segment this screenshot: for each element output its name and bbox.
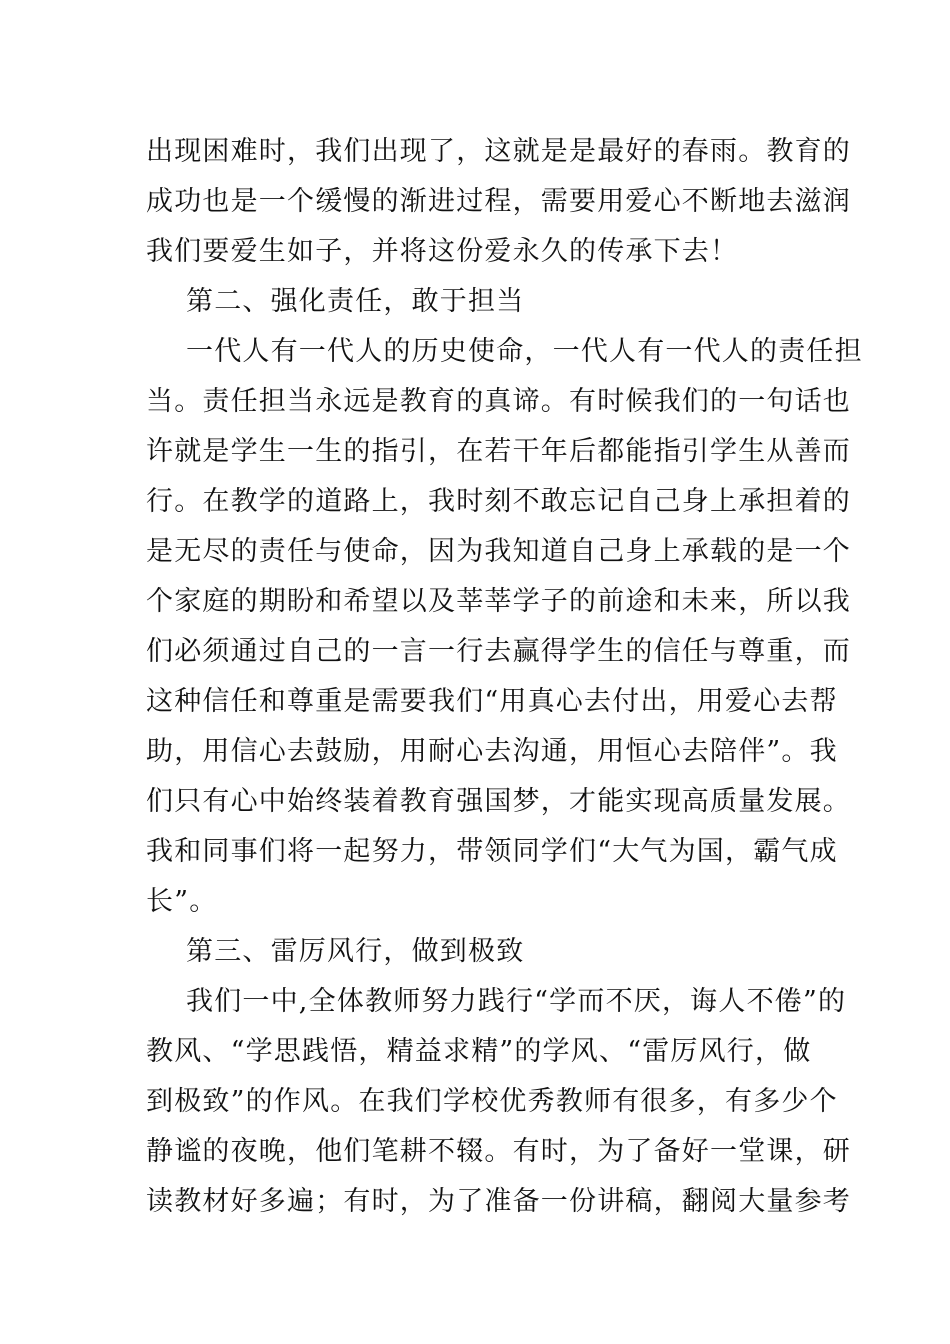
text-line: 一代人有一代人的历史使命，一代人有一代人的责任担 — [186, 336, 863, 367]
text-line: 成功也是一个缓慢的渐进过程，需要用爱心不断地去滋润 — [146, 186, 851, 217]
section-heading: 第二、强化责任，敢于担当 — [186, 286, 525, 317]
text-line: 许就是学生一生的指引，在若干年后都能指引学生从善而 — [146, 436, 851, 467]
text-line: 助，用信心去鼓励，用耐心去沟通，用恒心去陪伴”。我 — [146, 736, 838, 767]
text-line: 静谧的夜晚，他们笔耕不辍。有时，为了备好一堂课，研 — [146, 1136, 851, 1167]
text-line: 教风、“学思践悟，精益求精”的学风、“雷厉风行，做 — [146, 1036, 812, 1067]
text-line: 们必须通过自己的一言一行去赢得学生的信任与尊重，而 — [146, 636, 851, 667]
text-line: 当。责任担当永远是教育的真谛。有时候我们的一句话也 — [146, 386, 851, 417]
text-line: 是无尽的责任与使命，因为我知道自己身上承载的是一个 — [146, 536, 851, 567]
text-line: 我们要爱生如子，并将这份爱永久的传承下去！ — [146, 236, 739, 267]
text-line: 出现困难时，我们出现了，这就是是最好的春雨。教育的 — [146, 136, 851, 167]
text-line: 我们一中,全体教师努力践行“学而不厌，诲人不倦”的 — [186, 986, 847, 1017]
text-line: 我和同事们将一起努力，带领同学们“大气为国，霸气成 — [146, 836, 838, 867]
text-line: 到极致”的作风。在我们学校优秀教师有很多，有多少个 — [146, 1086, 838, 1117]
text-line: 们只有心中始终装着教育强国梦，才能实现高质量发展。 — [146, 786, 851, 817]
text-line: 个家庭的期盼和希望以及莘莘学子的前途和未来，所以我 — [146, 586, 851, 617]
text-line: 读教材好多遍；有时，为了准备一份讲稿，翻阅大量参考 — [146, 1186, 851, 1217]
text-line: 这种信任和尊重是需要我们“用真心去付出，用爱心去帮 — [146, 686, 838, 717]
text-line: 长”。 — [146, 886, 218, 917]
section-heading: 第三、雷厉风行，做到极致 — [186, 936, 525, 967]
text-line: 行。在教学的道路上，我时刻不敢忘记自己身上承担着的 — [146, 486, 851, 517]
